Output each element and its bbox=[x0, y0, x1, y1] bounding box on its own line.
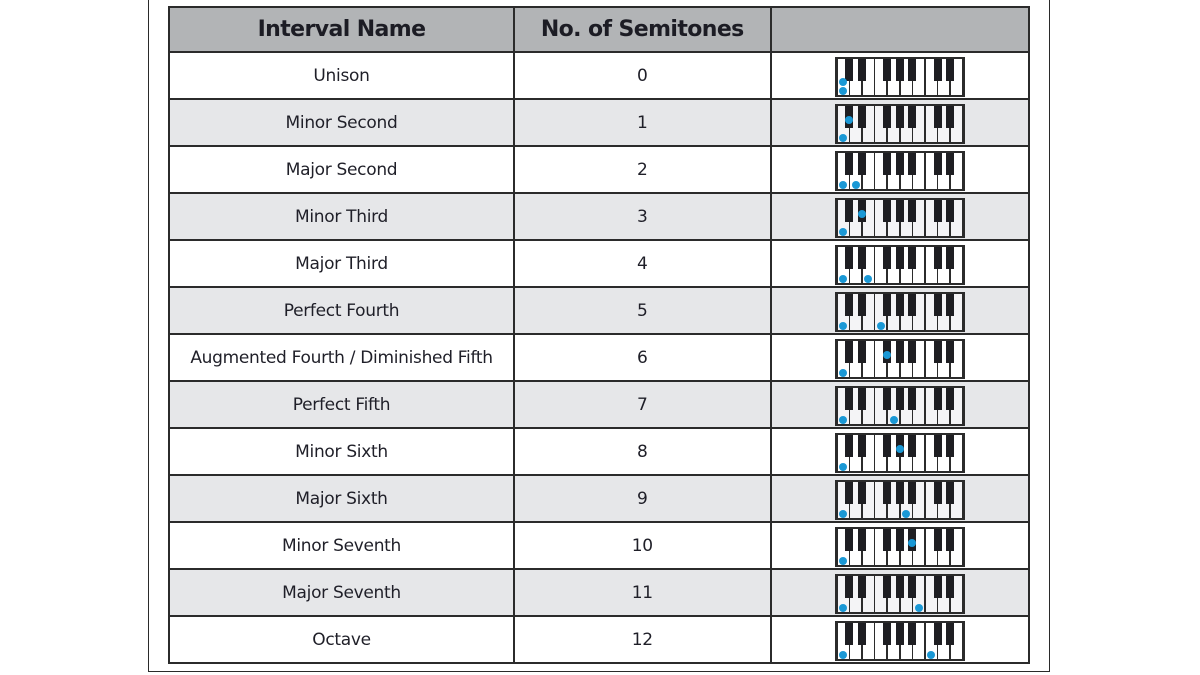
black-key bbox=[946, 623, 954, 645]
black-key bbox=[946, 435, 954, 457]
black-key bbox=[946, 576, 954, 598]
black-key bbox=[883, 106, 891, 128]
black-key bbox=[896, 153, 904, 175]
semitones-cell: 0 bbox=[514, 52, 770, 99]
black-key bbox=[908, 388, 916, 410]
black-key bbox=[934, 59, 942, 81]
note-dot-icon bbox=[839, 228, 847, 236]
black-key bbox=[934, 200, 942, 222]
piano-keyboard-icon bbox=[835, 245, 965, 285]
note-dot-icon bbox=[864, 275, 872, 283]
piano-keyboard-icon bbox=[835, 527, 965, 567]
semitones-cell: 1 bbox=[514, 99, 770, 146]
interval-name-cell: Minor Third bbox=[169, 193, 514, 240]
black-key bbox=[934, 435, 942, 457]
interval-name-cell: Major Third bbox=[169, 240, 514, 287]
note-dot-icon bbox=[852, 181, 860, 189]
table-row bbox=[169, 99, 1029, 146]
black-key bbox=[908, 247, 916, 269]
black-key bbox=[946, 153, 954, 175]
semitones-cell: 4 bbox=[514, 240, 770, 287]
semitones-cell: 8 bbox=[514, 428, 770, 475]
black-key bbox=[946, 294, 954, 316]
piano-keyboard-icon bbox=[835, 151, 965, 191]
black-key bbox=[934, 341, 942, 363]
black-key bbox=[896, 576, 904, 598]
black-key bbox=[908, 482, 916, 504]
note-dot-icon bbox=[839, 369, 847, 377]
diagram-cell bbox=[771, 287, 1030, 334]
black-key bbox=[883, 576, 891, 598]
header-semitones: No. of Semitones bbox=[514, 7, 770, 52]
black-key bbox=[883, 623, 891, 645]
black-key bbox=[883, 59, 891, 81]
black-key bbox=[946, 529, 954, 551]
note-dot-icon bbox=[839, 604, 847, 612]
note-dot-icon bbox=[839, 134, 847, 142]
black-key bbox=[934, 623, 942, 645]
header-diagram bbox=[771, 7, 1030, 52]
black-key bbox=[946, 59, 954, 81]
black-key bbox=[845, 153, 853, 175]
black-key bbox=[883, 435, 891, 457]
black-key bbox=[883, 247, 891, 269]
note-dot-icon bbox=[839, 322, 847, 330]
black-key bbox=[896, 247, 904, 269]
diagram-cell bbox=[771, 522, 1030, 569]
diagram-cell bbox=[771, 616, 1030, 663]
table-row bbox=[169, 475, 1029, 522]
black-key bbox=[934, 529, 942, 551]
table-row bbox=[169, 522, 1029, 569]
black-key bbox=[908, 576, 916, 598]
diagram-cell bbox=[771, 569, 1030, 616]
black-key bbox=[896, 341, 904, 363]
piano-keyboard-icon bbox=[835, 339, 965, 379]
black-key bbox=[858, 247, 866, 269]
black-key bbox=[858, 482, 866, 504]
note-dot-icon bbox=[839, 181, 847, 189]
black-key bbox=[845, 435, 853, 457]
semitones-cell: 7 bbox=[514, 381, 770, 428]
interval-name-cell: Octave bbox=[169, 616, 514, 663]
black-key bbox=[946, 247, 954, 269]
semitones-cell: 9 bbox=[514, 475, 770, 522]
diagram-cell bbox=[771, 99, 1030, 146]
black-key bbox=[946, 200, 954, 222]
black-key bbox=[858, 106, 866, 128]
black-key bbox=[908, 435, 916, 457]
interval-name-cell: Augmented Fourth / Diminished Fifth bbox=[169, 334, 514, 381]
table-header-row bbox=[169, 7, 1029, 52]
piano-keyboard-icon bbox=[835, 292, 965, 332]
black-key bbox=[858, 59, 866, 81]
black-key bbox=[845, 576, 853, 598]
semitones-cell: 12 bbox=[514, 616, 770, 663]
note-dot-icon bbox=[839, 651, 847, 659]
black-key bbox=[883, 529, 891, 551]
black-key bbox=[883, 153, 891, 175]
semitones-cell: 6 bbox=[514, 334, 770, 381]
table-row bbox=[169, 569, 1029, 616]
black-key bbox=[934, 294, 942, 316]
table-row bbox=[169, 193, 1029, 240]
note-dot-icon bbox=[839, 416, 847, 424]
black-key bbox=[845, 200, 853, 222]
table-row bbox=[169, 52, 1029, 99]
piano-keyboard-icon bbox=[835, 104, 965, 144]
interval-name-cell: Unison bbox=[169, 52, 514, 99]
piano-keyboard-icon bbox=[835, 198, 965, 238]
black-key bbox=[896, 482, 904, 504]
black-key bbox=[858, 576, 866, 598]
diagram-cell bbox=[771, 146, 1030, 193]
black-key bbox=[845, 623, 853, 645]
piano-keyboard-icon bbox=[835, 480, 965, 520]
black-key bbox=[845, 529, 853, 551]
black-key bbox=[908, 294, 916, 316]
table-row bbox=[169, 381, 1029, 428]
black-key bbox=[934, 388, 942, 410]
black-key bbox=[946, 341, 954, 363]
black-key bbox=[896, 388, 904, 410]
black-key bbox=[883, 482, 891, 504]
diagram-cell bbox=[771, 193, 1030, 240]
black-key bbox=[858, 341, 866, 363]
interval-name-cell: Major Sixth bbox=[169, 475, 514, 522]
interval-name-cell: Perfect Fourth bbox=[169, 287, 514, 334]
semitones-cell: 3 bbox=[514, 193, 770, 240]
note-dot-icon bbox=[845, 116, 853, 124]
header-interval-name: Interval Name bbox=[169, 7, 514, 52]
black-key bbox=[934, 482, 942, 504]
note-dot-icon bbox=[883, 351, 891, 359]
diagram-cell bbox=[771, 334, 1030, 381]
diagram-cell bbox=[771, 381, 1030, 428]
black-key bbox=[934, 576, 942, 598]
interval-name-cell: Minor Sixth bbox=[169, 428, 514, 475]
note-dot-icon bbox=[877, 322, 885, 330]
black-key bbox=[908, 153, 916, 175]
piano-keyboard-icon bbox=[835, 433, 965, 473]
note-dot-icon bbox=[915, 604, 923, 612]
note-dot-icon bbox=[839, 510, 847, 518]
diagram-cell bbox=[771, 428, 1030, 475]
semitones-cell: 10 bbox=[514, 522, 770, 569]
black-key bbox=[858, 529, 866, 551]
note-dot-icon bbox=[839, 78, 847, 86]
piano-keyboard-icon bbox=[835, 574, 965, 614]
black-key bbox=[946, 388, 954, 410]
black-key bbox=[845, 59, 853, 81]
note-dot-icon bbox=[839, 87, 847, 95]
diagram-cell bbox=[771, 475, 1030, 522]
black-key bbox=[858, 388, 866, 410]
table-row bbox=[169, 334, 1029, 381]
black-key bbox=[908, 200, 916, 222]
interval-name-cell: Minor Second bbox=[169, 99, 514, 146]
note-dot-icon bbox=[902, 510, 910, 518]
black-key bbox=[896, 59, 904, 81]
black-key bbox=[946, 106, 954, 128]
black-key bbox=[896, 529, 904, 551]
black-key bbox=[883, 388, 891, 410]
note-dot-icon bbox=[858, 210, 866, 218]
black-key bbox=[858, 435, 866, 457]
black-key bbox=[858, 623, 866, 645]
black-key bbox=[883, 200, 891, 222]
semitones-cell: 11 bbox=[514, 569, 770, 616]
black-key bbox=[934, 106, 942, 128]
interval-name-cell: Minor Seventh bbox=[169, 522, 514, 569]
black-key bbox=[883, 294, 891, 316]
black-key bbox=[908, 341, 916, 363]
black-key bbox=[896, 294, 904, 316]
diagram-cell bbox=[771, 240, 1030, 287]
semitones-cell: 2 bbox=[514, 146, 770, 193]
note-dot-icon bbox=[908, 539, 916, 547]
interval-table bbox=[168, 6, 1030, 664]
black-key bbox=[908, 623, 916, 645]
black-key bbox=[896, 200, 904, 222]
note-dot-icon bbox=[839, 557, 847, 565]
table-row bbox=[169, 428, 1029, 475]
interval-name-cell: Perfect Fifth bbox=[169, 381, 514, 428]
black-key bbox=[845, 341, 853, 363]
black-key bbox=[908, 59, 916, 81]
note-dot-icon bbox=[896, 445, 904, 453]
piano-keyboard-icon bbox=[835, 57, 965, 97]
semitones-cell: 5 bbox=[514, 287, 770, 334]
note-dot-icon bbox=[927, 651, 935, 659]
piano-keyboard-icon bbox=[835, 621, 965, 661]
table-row bbox=[169, 146, 1029, 193]
black-key bbox=[858, 294, 866, 316]
interval-name-cell: Major Seventh bbox=[169, 569, 514, 616]
black-key bbox=[845, 247, 853, 269]
note-dot-icon bbox=[839, 275, 847, 283]
black-key bbox=[934, 153, 942, 175]
diagram-cell bbox=[771, 52, 1030, 99]
black-key bbox=[845, 294, 853, 316]
black-key bbox=[845, 482, 853, 504]
black-key bbox=[845, 388, 853, 410]
note-dot-icon bbox=[839, 463, 847, 471]
black-key bbox=[858, 153, 866, 175]
black-key bbox=[896, 623, 904, 645]
table-row bbox=[169, 240, 1029, 287]
table-row bbox=[169, 287, 1029, 334]
piano-keyboard-icon bbox=[835, 386, 965, 426]
table-row bbox=[169, 616, 1029, 663]
black-key bbox=[934, 247, 942, 269]
interval-name-cell: Major Second bbox=[169, 146, 514, 193]
black-key bbox=[908, 106, 916, 128]
note-dot-icon bbox=[890, 416, 898, 424]
black-key bbox=[896, 106, 904, 128]
black-key bbox=[946, 482, 954, 504]
